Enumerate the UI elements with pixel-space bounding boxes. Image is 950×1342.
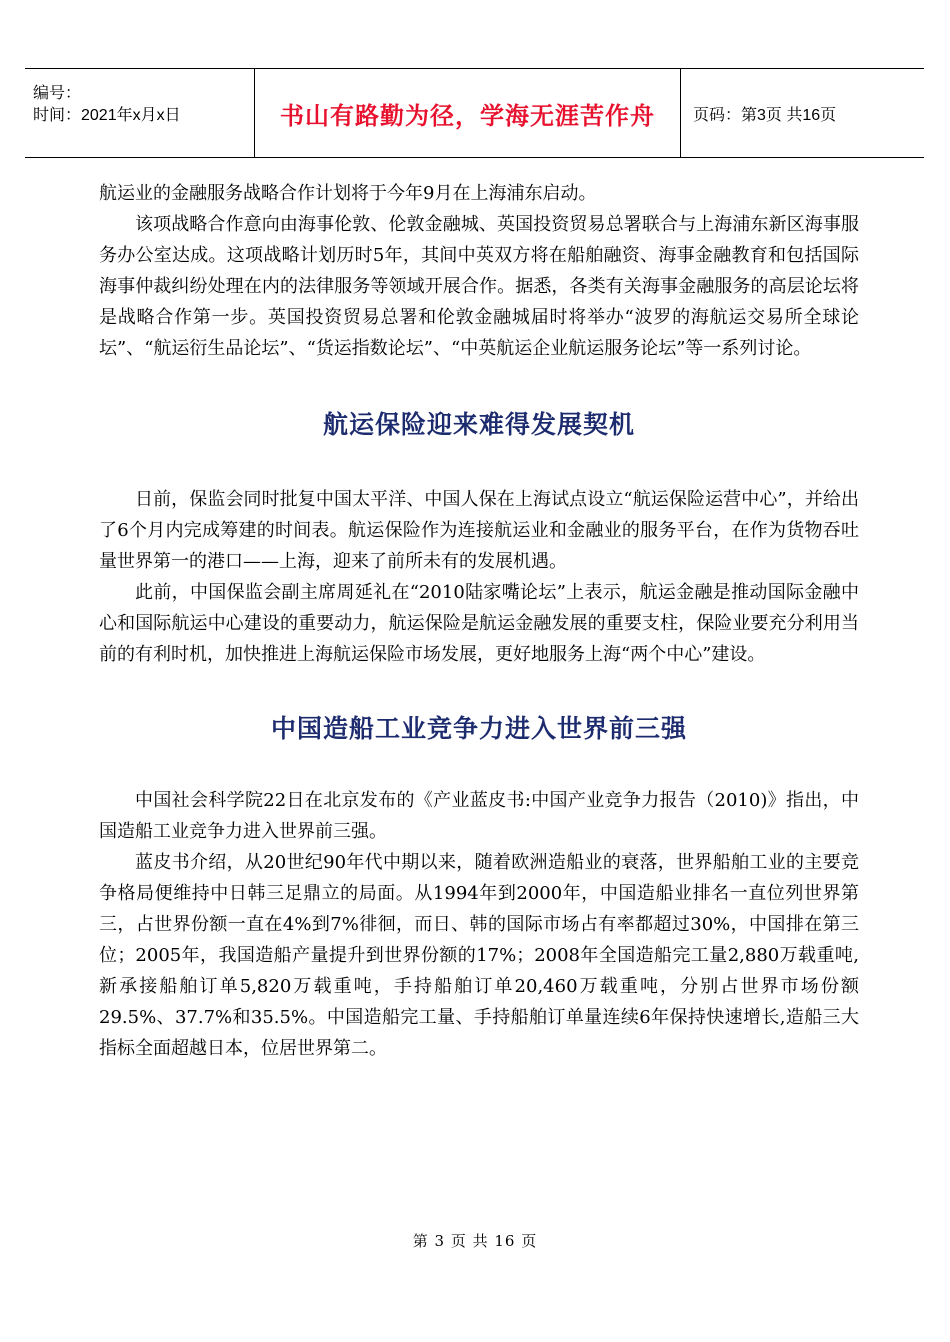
section-heading: 航运保险迎来难得发展契机	[322, 410, 635, 439]
document-number-label: 编号：	[33, 85, 82, 102]
paragraph: 中国社会科学院22日在北京发布的《产业蓝皮书:中国产业竞争力报告（2010)》指出，中国造船工业竞争力进入世界前三强。	[99, 790, 859, 842]
document-body	[99, 178, 859, 1064]
paragraph: 蓝皮书介绍，从20世纪90年代中期以来，随着欧洲造船业的衰落，世界船舶工业的主要竞争格局便维持中日韩三足鼎立的局面。从1994年到2000年，中国造船业排名一直位列世界第三，占世界份额一直在4%到7%徘徊，而日、韩的国际市场占有率都超过30%，中国排在第三位；2005年，我国造船产量提升到世界份额的17%；2008年全国造船完工量2,880万载重吨,新承接船舶订单5,820万载重吨，手持船舶订单20,460万载重吨，分别占世界市场份额29.5%、37.7%和35.5%。中国造船完工量、手持船舶订单量连续6年保持快速增长,造船三大指标全面超越日本，位居世界第二。	[99, 852, 859, 1059]
header-motto: 书山有路勤为径，学海无涯苦作舟	[280, 101, 655, 130]
page-header	[25, 68, 924, 158]
document-time-label: 时间：2021年x月x日	[33, 107, 181, 124]
paragraph: 此前，中国保监会副主席周延礼在“2010陆家嘴论坛”上表示，航运金融是推动国际金融中心和国际航运中心建设的重要动力，航运保险是航运金融发展的重要支柱，保险业要充分利用当前的有利时机，加快推进上海航运保险市场发展，更好地服务上海“两个中心”建设。	[99, 582, 859, 665]
header-page-code-cell	[681, 69, 924, 157]
header-motto-cell	[254, 69, 681, 157]
header-page-code: 页码：第3页 共16页	[693, 106, 837, 124]
paragraph: 日前，保监会同时批复中国太平洋、中国人保在上海试点设立“航运保险运营中心”，并给出了6个月内完成筹建的时间表。航运保险作为连接航运业和金融业的服务平台，在作为货物吞吐量世界第一的港口——上海，迎来了前所未有的发展机遇。	[99, 489, 859, 572]
paragraph: 航运业的金融服务战略合作计划将于今年9月在上海浦东启动。	[99, 183, 597, 204]
header-meta	[25, 69, 254, 157]
page-footer: 第 3 页 共 16 页	[412, 1232, 538, 1250]
paragraph: 该项战略合作意向由海事伦敦、伦敦金融城、英国投资贸易总署联合与上海浦东新区海事服务办公室达成。这项战略计划历时5年，其间中英双方将在船舶融资、海事金融教育和包括国际海事仲裁纠纷处理在内的法律服务等领域开展合作。据悉，各类有关海事金融服务的高层论坛将是战略合作第一步。英国投资贸易总署和伦敦金融城届时将举办“波罗的海航运交易所全球论坛”、“航运衍生品论坛”、“货运指数论坛”、“中英航运企业航运服务论坛”等一系列讨论。	[99, 214, 859, 359]
section-heading: 中国造船工业竞争力进入世界前三强	[270, 714, 687, 743]
